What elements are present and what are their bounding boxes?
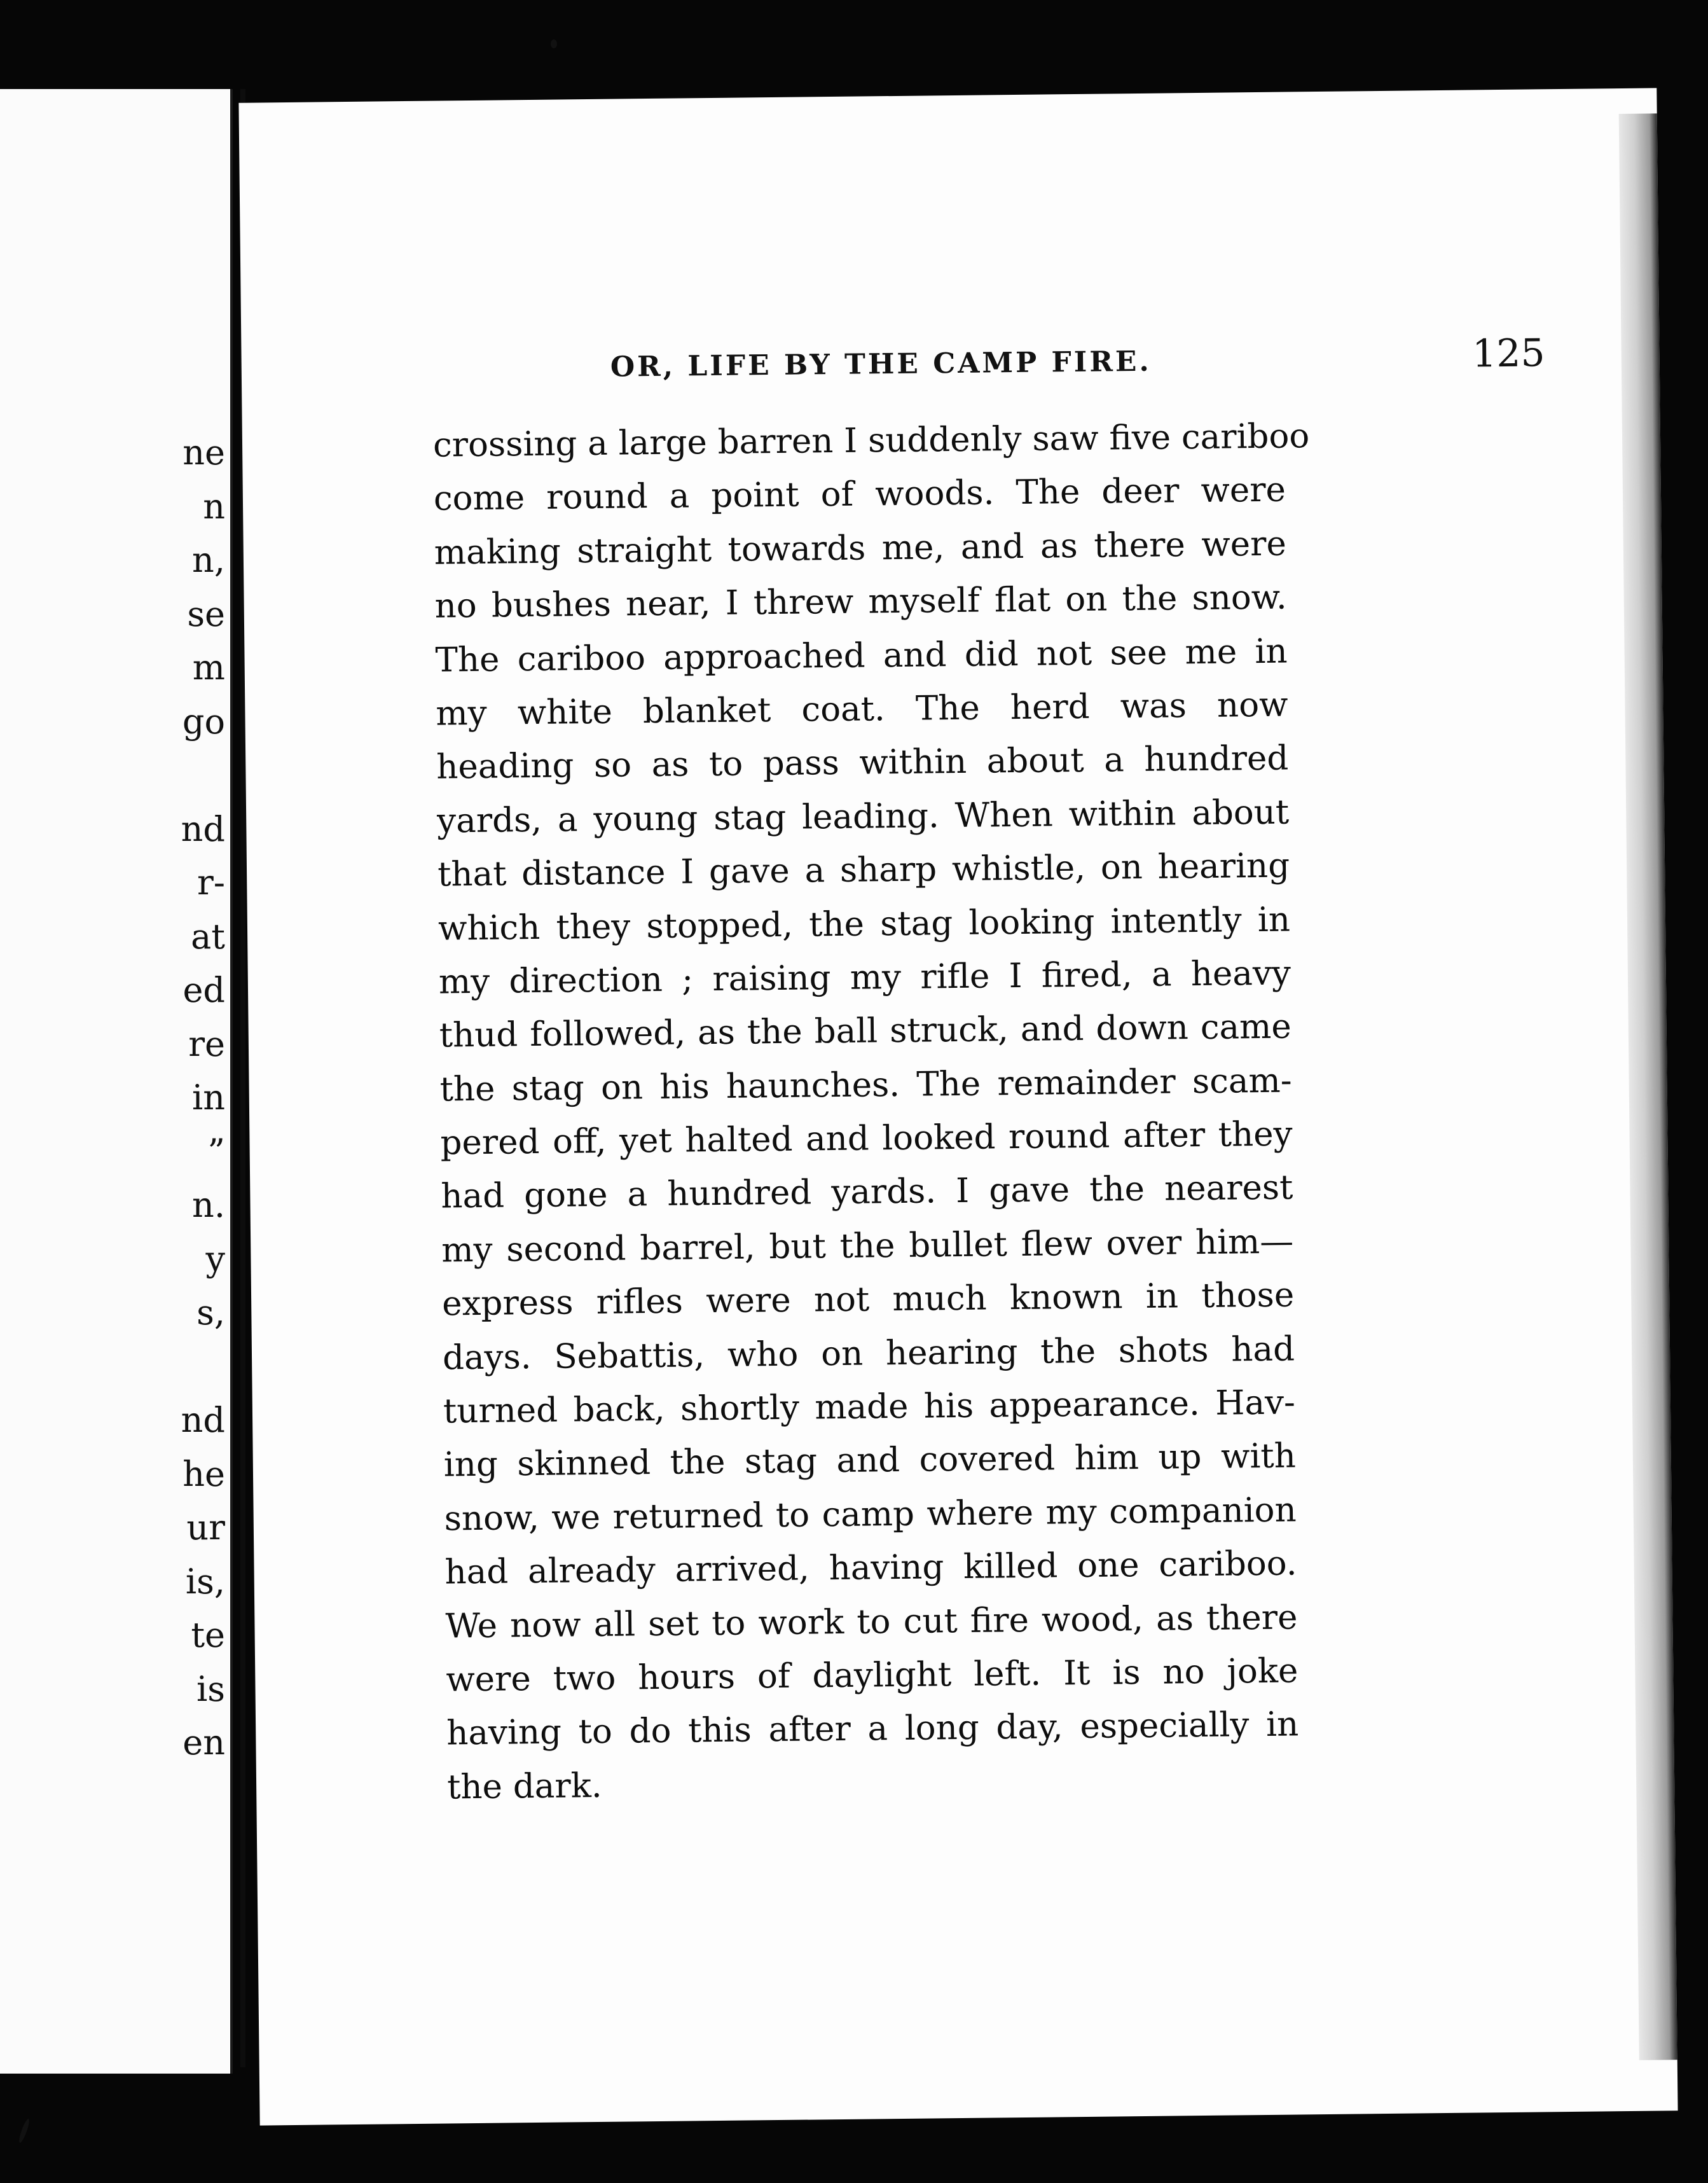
left-fragment <box>181 1340 225 1394</box>
left-fragment: en <box>183 1722 225 1763</box>
left-fragment: n <box>203 486 225 527</box>
left-fragment: n, <box>192 540 225 580</box>
left-facing-page <box>0 89 233 2074</box>
page-stack-edge <box>1619 113 1677 2060</box>
text-line: had gone a hundred yards. I gave the nearest <box>441 1168 1293 1216</box>
left-fragment: r- <box>196 863 225 903</box>
running-head <box>610 331 1545 391</box>
text-line: We now all set to work to cut fire wood, as there <box>445 1598 1298 1646</box>
left-fragment: is, <box>185 1561 225 1602</box>
left-fragment: m <box>192 648 225 688</box>
text-line: had already arrived, having killed one cariboo. <box>444 1544 1297 1592</box>
text-line: which they stopped, the stag looking intently in <box>437 900 1291 948</box>
left-fragment: ed <box>183 970 225 1010</box>
left-fragment: at <box>191 916 225 957</box>
left-fragment: ur <box>186 1507 225 1548</box>
text-line: were two hours of daylight left. It is no joke <box>446 1651 1298 1700</box>
text-line: snow, we returned to camp where my companion <box>444 1490 1297 1539</box>
text-line: pered off, yet halted and looked round after they <box>440 1114 1293 1163</box>
left-fragment: se <box>187 593 225 634</box>
left-page-text-fragments <box>181 426 225 1770</box>
left-fragment: re <box>188 1023 225 1064</box>
left-fragment: y <box>205 1238 225 1279</box>
scan-speck <box>17 2118 31 2144</box>
text-line: turned back, shortly made his appearance. Hav- <box>443 1383 1296 1431</box>
text-line: yards, a young stag leading. When within about <box>436 793 1290 841</box>
right-page <box>238 88 1677 2125</box>
text-line: having to do this after a long day, especially in <box>446 1705 1299 1753</box>
page-number: 125 <box>1471 331 1546 377</box>
text-line: come round a point of woods. The deer were <box>433 470 1286 518</box>
left-fragment: te <box>191 1615 225 1655</box>
text-line: ing skinned the stag and covered him up with <box>443 1436 1297 1485</box>
text-line: my second barrel, but the bullet flew over him— <box>441 1222 1294 1270</box>
text-line: making straight towards me, and as there were <box>434 524 1287 572</box>
text-line: days. Sebattis, who on hearing the shots had <box>442 1329 1295 1378</box>
left-fragment: go <box>182 701 225 742</box>
left-fragment: s, <box>196 1292 225 1333</box>
left-fragment: nd <box>181 1400 225 1440</box>
text-line: my white blanket coat. The herd was now <box>436 685 1288 733</box>
left-fragment <box>181 749 225 803</box>
left-fragment: ” <box>207 1131 225 1172</box>
left-fragment: n. <box>192 1185 225 1225</box>
text-line: The cariboo approached and did not see me in <box>435 632 1288 680</box>
text-line: thud followed, as the ball struck, and down came <box>439 1007 1292 1055</box>
text-line: the dark. <box>446 1766 602 1807</box>
text-line: heading so as to pass within about a hundred <box>436 738 1289 787</box>
scan-speck <box>551 39 557 48</box>
left-fragment: he <box>183 1453 225 1494</box>
text-line: crossing a large barren I suddenly saw five cariboo <box>432 417 1310 465</box>
left-fragment: in <box>191 1078 225 1118</box>
running-head-title: OR, LIFE BY THE CAMP FIRE. <box>610 345 1152 384</box>
left-fragment: nd <box>181 808 225 849</box>
text-line: express rifles were not much known in those <box>441 1275 1295 1324</box>
text-line: no bushes near, I threw myself flat on the snow. <box>434 578 1287 626</box>
body-text <box>432 410 1310 1815</box>
text-line: that distance I gave a sharp whistle, on hearing <box>437 846 1290 894</box>
text-line: the stag on his haunches. The remainder scam- <box>439 1061 1292 1109</box>
left-fragment: is <box>196 1668 225 1709</box>
text-line: my direction ; raising my rifle I fired, a heavy <box>438 953 1291 1002</box>
left-fragment: ne <box>183 433 225 473</box>
